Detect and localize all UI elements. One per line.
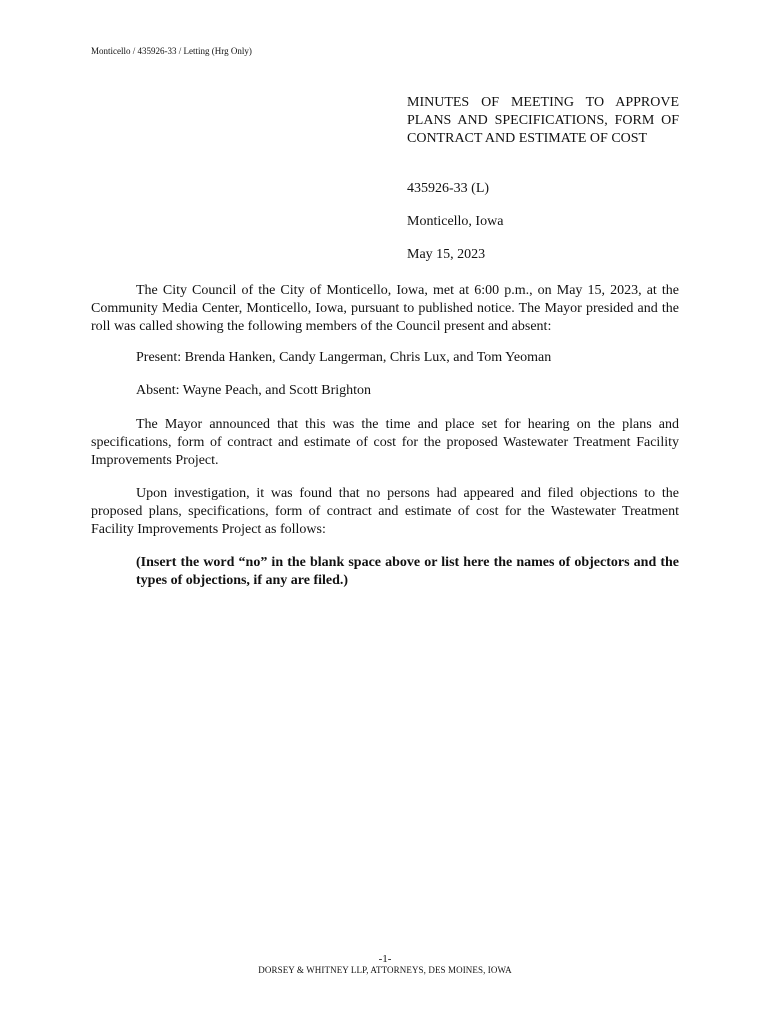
title-block [407, 94, 679, 148]
meeting-date: May 15, 2023 [407, 247, 486, 262]
page-number: -1- [378, 953, 392, 965]
file-number: 435926-33 (L) [407, 181, 490, 196]
footer-firm: DORSEY & WHITNEY LLP, ATTORNEYS, DES MOINES, IOWA [258, 965, 512, 975]
paragraph-meeting-intro: The City Council of the City of Monticello, Iowa, met at 6:00 p.m., on May 15, 2023, at the Community Media Center, Monticello, Iowa, pursuant to published notice. The Mayor presided and the roll was called showing the following members of the Council present and absent: [91, 283, 679, 334]
members-absent: Absent: Wayne Peach, and Scott Brighton [136, 383, 372, 398]
paragraph-hearing-announcement: The Mayor announced that this was the time and place set for hearing on the plans and specifications, form of contract and estimate of cost for the proposed Wastewater Treatment Facility Improvements Project. [91, 417, 679, 468]
instruction-note: (Insert the word “no” in the blank space above or list here the names of objectors and the types of objections, if any are filed.) [136, 555, 679, 588]
document-reference-header: Monticello / 435926-33 / Letting (Hrg Only) [91, 46, 252, 56]
paragraph-objections-finding: Upon investigation, it was found that no persons had appeared and filed objections to the proposed plans, specifications, form of contract and estimate of cost for the Wastewater Treatment Facility Improvements Project as follows: [91, 486, 679, 537]
meeting-location: Monticello, Iowa [407, 214, 504, 229]
members-present: Present: Brenda Hanken, Candy Langerman, Chris Lux, and Tom Yeoman [136, 350, 552, 365]
document-title: MINUTES OF MEETING TO APPROVE PLANS AND SPECIFICATIONS, FORM OF CONTRACT AND ESTIMATE OF COST [407, 95, 679, 146]
